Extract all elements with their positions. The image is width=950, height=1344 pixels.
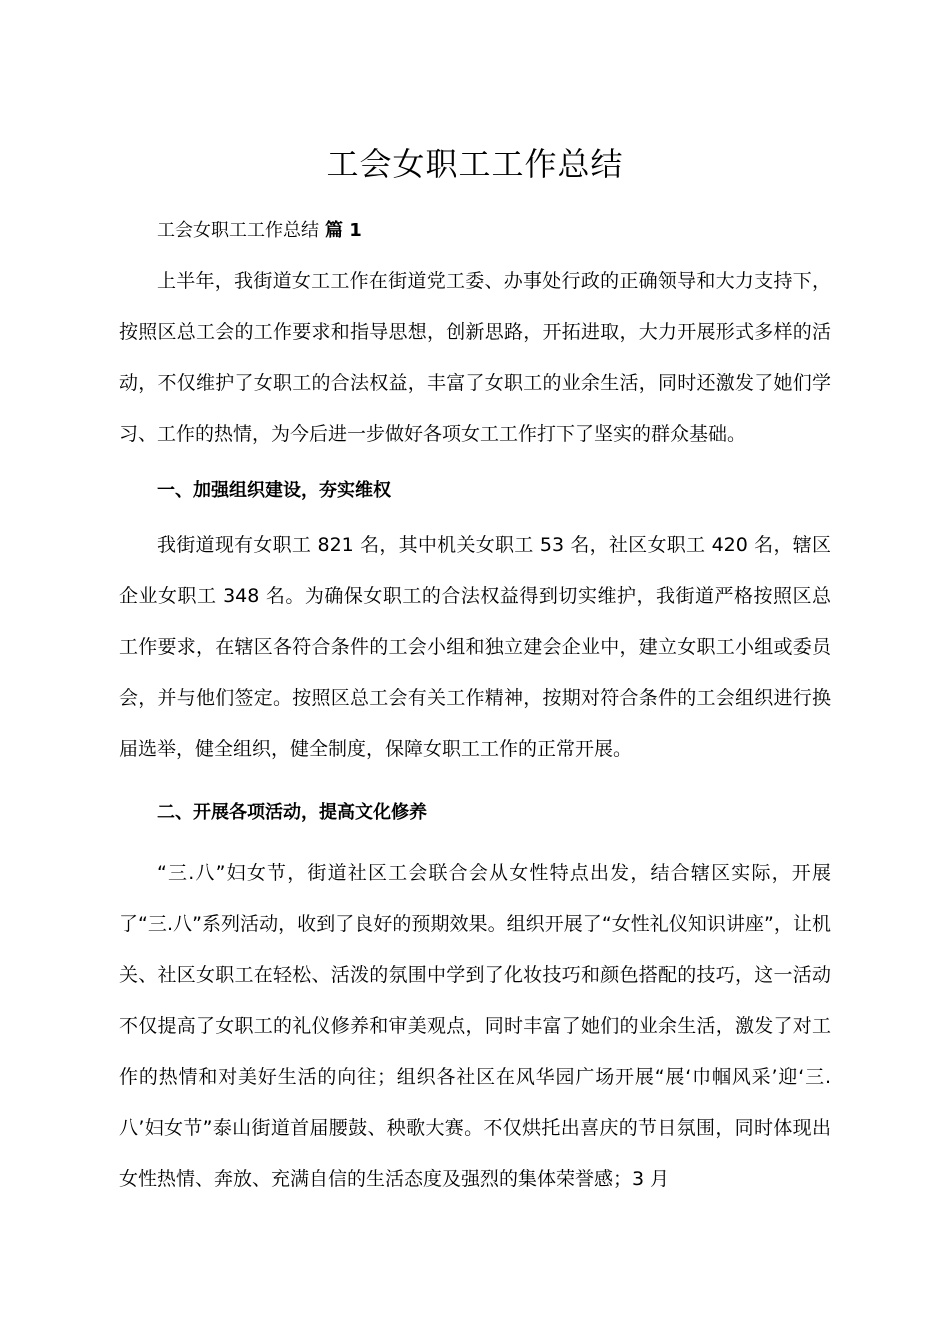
subtitle-text: 工会女职工工作总结 [157, 220, 319, 241]
document-title: 工会女职工工作总结 [326, 145, 624, 183]
document-subtitle [157, 217, 362, 245]
subtitle-part-number: 篇 1 [325, 220, 362, 241]
paragraph-intro: 上半年，我街道女工工作在街道党工委、办事处行政的正确领导和大力支持下，按照区总工会的工作要求和指导思想，创新思路，开拓进取，大力开展形式多样的活动，不仅维护了女职工的合法权益，丰富了女职工的业余生活，同时还激发了她们学习、工作的热情，为今后进一步做好各项女工工作打下了坚实的群众基础。 [119, 270, 831, 445]
paragraph-organization: 我街道现有女职工 821 名，其中机关女职工 53 名，社区女职工 420 名，辖区企业女职工 348 名。为确保女职工的合法权益得到切实维护，我街道严格按照区总工作要求，在辖区各符合条件的工会小组和独立建会企业中，建立女职工小组或委员会，并与他们签定。按照区总工会有关工作精神，按期对符合条件的工会组织进行换届选举，健全组织，健全制度，保障女职工工作的正常开展。 [119, 534, 831, 760]
paragraph-activities: “三.八”妇女节，街道社区工会联合会从女性特点出发，结合辖区实际，开展了“三.八”系列活动，收到了良好的预期效果。组织开展了“女性礼仪知识讲座”，让机关、社区女职工在轻松、活泼的氛围中学到了化妆技巧和颜色搭配的技巧，这一活动不仅提高了女职工的礼仪修养和审美观点，同时丰富了她们的业余生活，激发了对工作的热情和对美好生活的向往；组织各社区在风华园广场开展“展‘巾帼风采’迎‘三.八’妇女节”泰山街道首届腰鼓、秧歌大赛。不仅烘托出喜庆的节日氛围，同时体现出女性热情、奔放、充满自信的生活态度及强烈的集体荣誉感；3 月 [119, 862, 831, 1190]
section-heading-organization: 一、加强组织建设，夯实维权 [157, 480, 391, 501]
section-heading-activities: 二、开展各项活动，提高文化修养 [157, 802, 427, 823]
